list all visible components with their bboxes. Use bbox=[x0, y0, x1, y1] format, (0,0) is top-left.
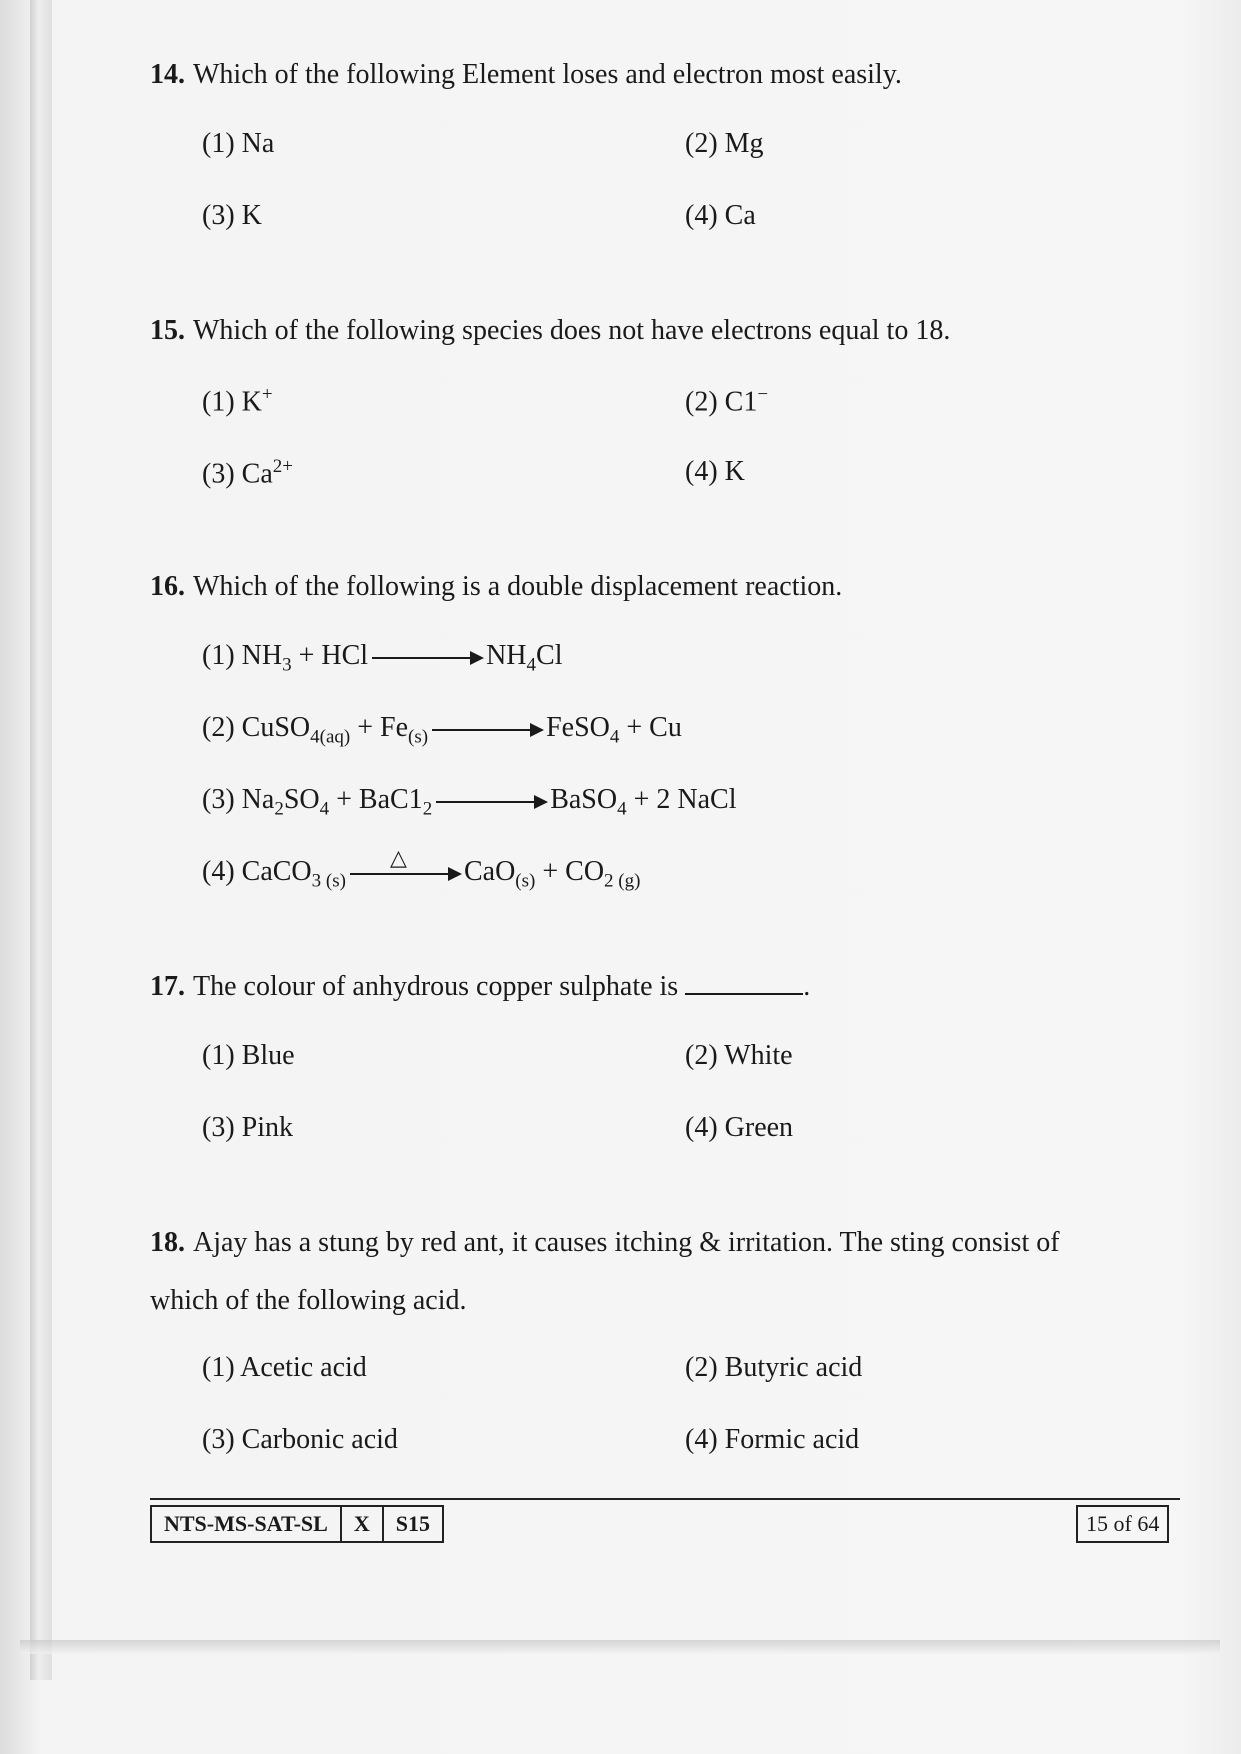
question-17: 17. The colour of anhydrous copper sulphate is . bbox=[150, 971, 811, 1002]
reaction-arrow-icon bbox=[372, 657, 482, 659]
class-code: X bbox=[342, 1507, 384, 1541]
option-text: (3) Ca bbox=[202, 458, 273, 490]
option-15-1[interactable] bbox=[202, 384, 273, 418]
question-number: 16. bbox=[150, 571, 185, 602]
option-text: (1) K bbox=[202, 386, 262, 418]
charge-superscript: − bbox=[757, 384, 769, 405]
option-17-1[interactable]: (1) Blue bbox=[202, 1040, 295, 1071]
option-17-3[interactable]: (3) Pink bbox=[202, 1112, 293, 1143]
option-15-2[interactable] bbox=[685, 384, 768, 418]
question-text-line1: Ajay has a stung by red ant, it causes itching & irritation. The sting consist of bbox=[193, 1227, 1060, 1258]
question-text: Which of the following is a double displacement reaction. bbox=[193, 571, 843, 602]
reaction-arrow-icon bbox=[432, 729, 542, 731]
charge-superscript: + bbox=[261, 384, 273, 405]
question-number: 15. bbox=[150, 315, 185, 346]
option-14-1[interactable]: (1) Na bbox=[202, 128, 275, 159]
question-number: 17. bbox=[150, 971, 185, 1002]
heat-delta-icon: △ bbox=[389, 844, 407, 870]
paper-code: NTS-MS-SAT-SL bbox=[152, 1507, 342, 1541]
question-16 bbox=[150, 558, 1200, 616]
option-18-4[interactable]: (4) Formic acid bbox=[685, 1424, 860, 1455]
option-14-4[interactable]: (4) Ca bbox=[685, 200, 756, 231]
question-text: The colour of anhydrous copper sulphate is bbox=[193, 971, 679, 1002]
option-number: (4) bbox=[202, 856, 235, 887]
option-18-1[interactable]: (1) Acetic acid bbox=[202, 1352, 367, 1383]
question-text-line2: which of the following acid. bbox=[150, 1285, 467, 1316]
reaction-arrow-icon bbox=[436, 801, 546, 803]
option-text: (2) C1 bbox=[685, 386, 758, 418]
answer-blank bbox=[685, 969, 803, 995]
reaction-arrow-icon bbox=[350, 844, 460, 875]
option-number: (1) bbox=[202, 640, 235, 671]
option-14-2[interactable]: (2) Mg bbox=[685, 128, 764, 159]
option-16-1[interactable]: (1) $NH_3$ + HCl $NH_4Cl$ bbox=[202, 640, 563, 676]
question-text: Which of the following Element loses and electron most easily. bbox=[193, 59, 902, 90]
option-15-3[interactable] bbox=[202, 456, 293, 490]
footer-code-box bbox=[150, 1505, 444, 1543]
question-number: 14. bbox=[150, 59, 185, 90]
set-code: S15 bbox=[395, 1511, 430, 1536]
option-18-2[interactable]: (2) Butyric acid bbox=[685, 1352, 863, 1383]
option-16-4[interactable]: (4) CaCO$_{3 (s)}$ △ $CaO_{(s)} + CO_{2 (g)}$ bbox=[202, 844, 641, 892]
charge-superscript: 2+ bbox=[272, 456, 293, 477]
option-14-3[interactable]: (3) K bbox=[202, 200, 262, 231]
option-number: (3) bbox=[202, 784, 235, 815]
question-18 bbox=[150, 1214, 1200, 1330]
question-number: 18. bbox=[150, 1227, 185, 1258]
option-16-3[interactable]: (3) $Na_2SO_4 + BaC1_2$ BaSO$_4$ + 2 NaCl bbox=[202, 784, 737, 820]
question-14 bbox=[150, 46, 1200, 104]
option-number: (2) bbox=[202, 712, 235, 743]
option-17-2[interactable]: (2) White bbox=[685, 1040, 793, 1071]
option-16-2[interactable]: (2) CuSO$_{4(aq)}$ + $Fe_{(s)}$ FeSO$_4$ + Cu bbox=[202, 712, 682, 748]
footer-divider bbox=[150, 1498, 1180, 1500]
question-text: Which of the following species does not have electrons equal to 18. bbox=[193, 315, 951, 346]
option-17-4[interactable]: (4) Green bbox=[685, 1112, 794, 1143]
option-15-4[interactable]: (4) K bbox=[685, 456, 745, 487]
question-15 bbox=[150, 302, 1200, 360]
page-number: 15 of 64 bbox=[1076, 1505, 1169, 1543]
option-18-3[interactable]: (3) Carbonic acid bbox=[202, 1424, 398, 1455]
